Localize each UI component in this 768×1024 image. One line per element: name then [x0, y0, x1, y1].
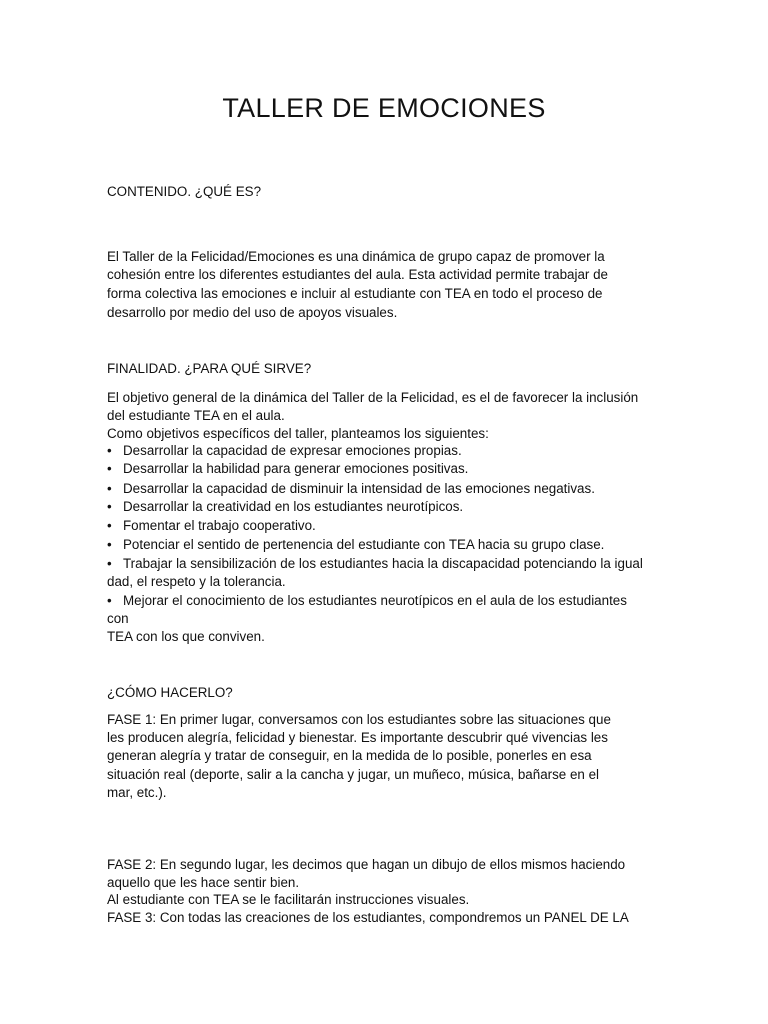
list-item: [107, 555, 643, 573]
paragraph-line: FASE 3: Con todas las creaciones de los estudiantes, compondremos un PANEL DE LA: [107, 910, 629, 925]
paragraph-line: FASE 2: En segundo lugar, les decimos que hagan un dibujo de ellos mismos haciendo: [107, 857, 626, 872]
bullet-glyph: •: [107, 481, 112, 496]
list-item: [107, 480, 595, 498]
section-heading-finalidad: FINALIDAD. ¿PARA QUÉ SIRVE?: [107, 361, 312, 376]
paragraph-line: El Taller de la Felicidad/Emociones es una dinámica de grupo capaz de promover la: [107, 249, 605, 264]
paragraph-line: Al estudiante con TEA se le facilitarán instrucciones visuales.: [107, 892, 470, 907]
document-title: TALLER DE EMOCIONES: [222, 93, 546, 123]
paragraph-line: les producen alegría, felicidad y bienestar. Es importante descubrir qué vivencias les: [107, 730, 608, 745]
section-heading-como: ¿CÓMO HACERLO?: [107, 685, 233, 700]
list-item: [107, 460, 468, 478]
bullet-glyph: •: [107, 593, 112, 608]
list-item: [107, 442, 462, 460]
section-heading-contenido: CONTENIDO. ¿QUÉ ES?: [107, 184, 262, 199]
paragraph-line: El objetivo general de la dinámica del Taller de la Felicidad, es el de favorecer la inclusión: [107, 390, 639, 405]
paragraph-line: forma colectiva las emociones e incluir al estudiante con TEA en todo el proceso de: [107, 286, 603, 301]
paragraph-line: desarrollo por medio del uso de apoyos visuales.: [107, 305, 398, 320]
list-item-text: Fomentar el trabajo cooperativo.: [123, 518, 316, 533]
paragraph-line: generan alegría y tratar de conseguir, en la medida de lo posible, ponerles en esa: [107, 748, 592, 763]
paragraph-line: aquello que les hace sentir bien.: [107, 875, 300, 890]
list-item: [107, 498, 463, 516]
list-item-text: Desarrollar la capacidad de expresar emociones propias.: [123, 443, 462, 458]
bullet-glyph: •: [107, 443, 112, 458]
paragraph-line: FASE 1: En primer lugar, conversamos con los estudiantes sobre las situaciones que: [107, 712, 611, 727]
bullet-glyph: •: [107, 461, 112, 476]
list-item-continuation: con: [107, 611, 129, 626]
paragraph-line: Como objetivos específicos del taller, planteamos los siguientes:: [107, 426, 489, 441]
list-item: [107, 592, 627, 610]
paragraph-line: situación real (deporte, salir a la cancha y jugar, un muñeco, música, bañarse en el: [107, 767, 600, 782]
list-item-text: Mejorar el conocimiento de los estudiantes neurotípicos en el aula de los estudiantes: [123, 593, 627, 608]
list-item-text: Desarrollar la capacidad de disminuir la intensidad de las emociones negativas.: [123, 481, 595, 496]
list-item-text: Potenciar el sentido de pertenencia del estudiante con TEA hacia su grupo clase.: [123, 537, 605, 552]
paragraph-line: del estudiante TEA en el aula.: [107, 408, 285, 423]
bullet-glyph: •: [107, 556, 112, 571]
paragraph-line: cohesión entre los diferentes estudiantes del aula. Esta actividad permite trabajar de: [107, 267, 608, 282]
list-item-continuation: TEA con los que conviven.: [107, 629, 265, 644]
list-item-text: Desarrollar la habilidad para generar emociones positivas.: [123, 461, 469, 476]
bullet-glyph: •: [107, 518, 112, 533]
list-item-text: Desarrollar la creatividad en los estudiantes neurotípicos.: [123, 499, 464, 514]
bullet-glyph: •: [107, 499, 112, 514]
list-item: [107, 517, 316, 535]
list-item-text: Trabajar la sensibilización de los estudiantes hacia la discapacidad potenciando la igual: [123, 556, 643, 571]
paragraph-line: mar, etc.).: [107, 785, 167, 800]
bullet-glyph: •: [107, 537, 112, 552]
list-item-continuation: dad, el respeto y la tolerancia.: [107, 574, 286, 589]
list-item: [107, 536, 604, 554]
